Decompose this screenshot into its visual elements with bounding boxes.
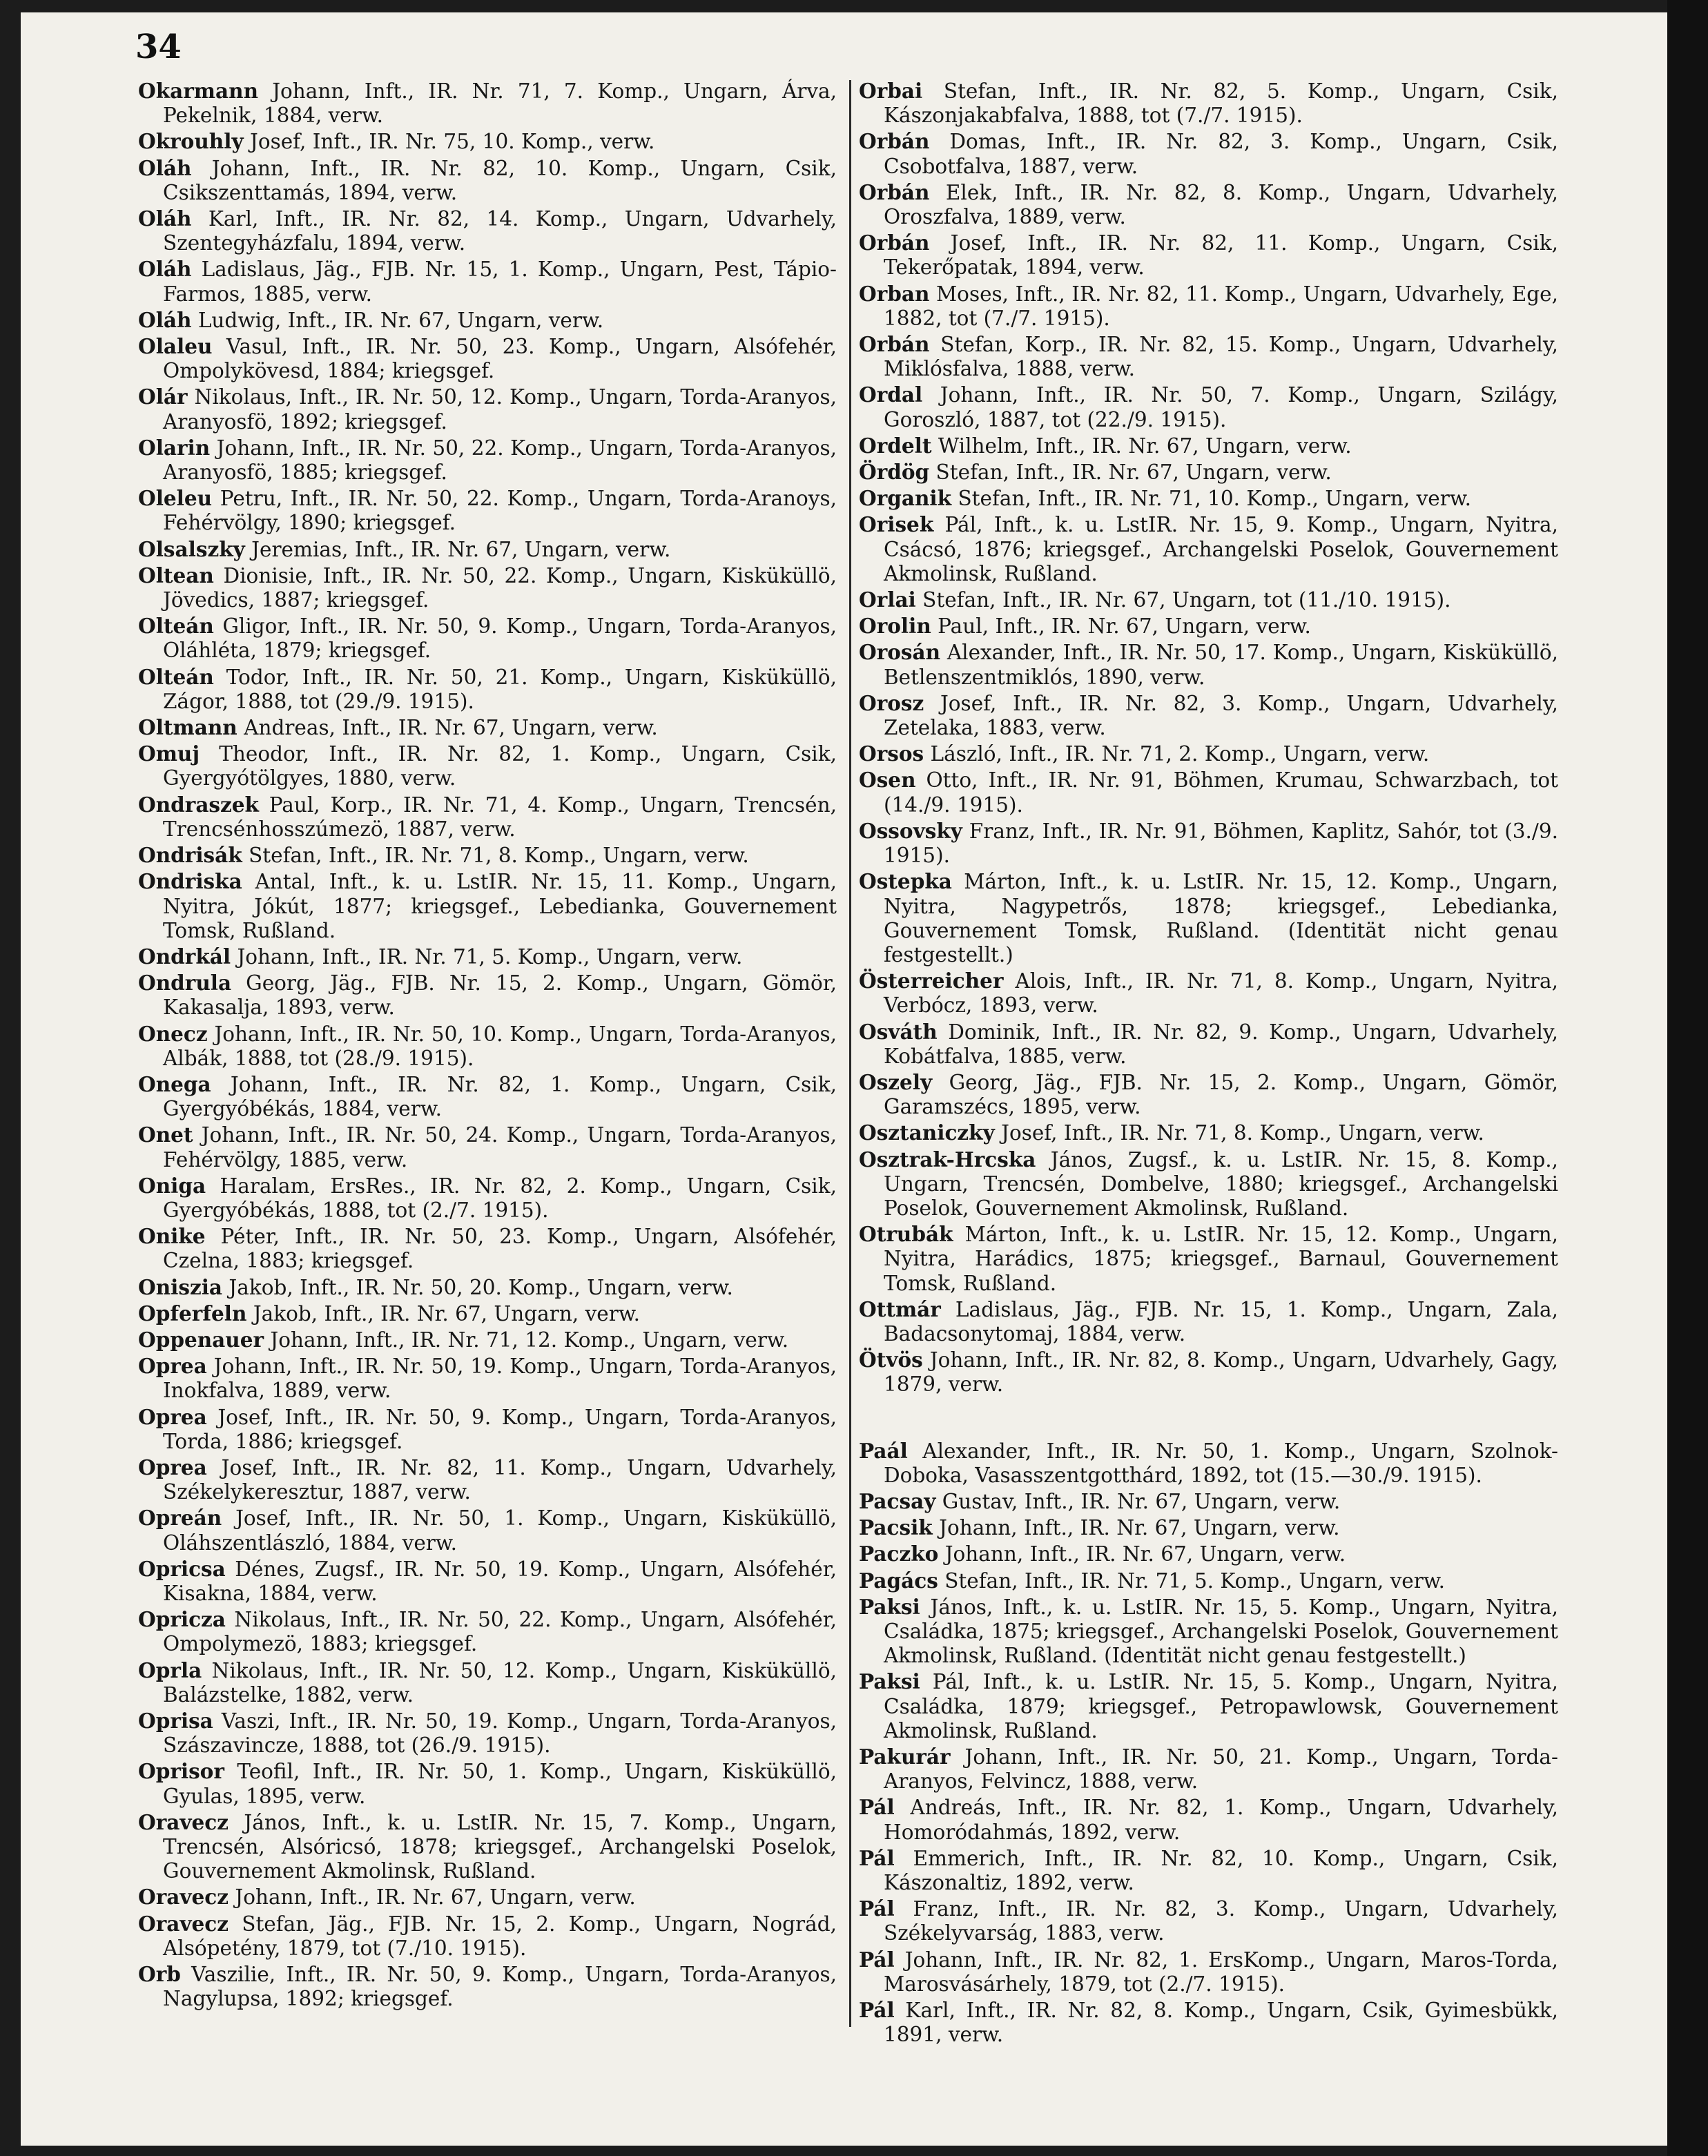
right-column-top-section — [859, 79, 1558, 1397]
entry-surname: Opricza — [138, 1607, 226, 1632]
entry-details: Antal, Inft., k. u. LstIR. Nr. 15, 11. Komp., Ungarn, Nyitra, Jókút, 1877; kriegsgef., Lebedianka, Gouvernement Tomsk, Rußland. — [163, 870, 837, 942]
register-entry — [138, 308, 837, 333]
entry-details: Nikolaus, Inft., IR. Nr. 50, 12. Komp., Ungarn, Torda-Aranyos, Aranyosfö, 1892; kriegsgef. — [163, 385, 837, 434]
section-gap — [859, 1399, 1558, 1439]
register-entry — [138, 1759, 837, 1808]
register-entry — [138, 614, 837, 663]
entry-details: Márton, Inft., k. u. LstIR. Nr. 15, 12. Komp., Ungarn, Nyitra, Nagypetrős, 1878; kriegsgef., Lebedianka, Gouvernement Tomsk, Rußland. (Identität nicht genau festgestellt.) — [884, 870, 1558, 967]
entry-surname: Okarmann — [138, 79, 259, 103]
entry-surname: Ossovsky — [859, 818, 962, 843]
register-entry — [859, 819, 1558, 868]
entry-surname: Oprla — [138, 1658, 202, 1682]
entry-surname: Pacsik — [859, 1515, 933, 1540]
entry-surname: Orlai — [859, 587, 916, 612]
entry-details: Johann, Inft., IR. Nr. 50, 7. Komp., Ungarn, Szilágy, Goroszló, 1887, tot (22./9. 1915). — [884, 383, 1558, 431]
register-entry — [138, 385, 837, 434]
entry-surname: Orb — [138, 1962, 181, 1987]
entry-surname: Olsalszky — [138, 536, 245, 561]
entry-details: Ludwig, Inft., IR. Nr. 67, Ungarn, verw. — [191, 308, 604, 332]
entry-surname: Olteán — [138, 664, 214, 689]
entry-details: Dénes, Zugsf., IR. Nr. 50, 19. Komp., Ungarn, Alsófehér, Kisakna, 1884, verw. — [163, 1557, 837, 1605]
entry-details: Vasul, Inft., IR. Nr. 50, 23. Komp., Ungarn, Alsófehér, Ompolykövesd, 1884; kriegsgef. — [163, 335, 837, 383]
entry-surname: Oprisor — [138, 1759, 224, 1784]
register-entry — [859, 640, 1558, 689]
register-entry — [138, 1607, 837, 1656]
register-entry — [859, 1745, 1558, 1794]
entry-details: Alexander, Inft., IR. Nr. 50, 1. Komp., Ungarn, Szolnok-Doboka, Vasasszentgotthárd, 1892, tot (15.—30./9. 1915). — [884, 1439, 1558, 1487]
entry-details: Petru, Inft., IR. Nr. 50, 22. Komp., Ungarn, Torda-Aranoys, Fehérvölgy, 1890; kriegsgef. — [163, 487, 837, 535]
entry-details: Paul, Inft., IR. Nr. 67, Ungarn, verw. — [931, 614, 1311, 639]
register-entry — [138, 1405, 837, 1454]
entry-details: Josef, Inft., IR. Nr. 50, 1. Komp., Ungarn, Kisküküllö, Oláhszentlászló, 1884, verw. — [163, 1506, 837, 1555]
entry-details: Jakob, Inft., IR. Nr. 50, 20. Komp., Ungarn, verw. — [222, 1275, 733, 1299]
register-entry — [859, 1489, 1558, 1514]
entry-details: Josef, Inft., IR. Nr. 75, 10. Komp., verw. — [243, 130, 655, 154]
entry-surname: Pacsay — [859, 1488, 936, 1513]
register-entry — [138, 1072, 837, 1121]
entry-surname: Onike — [138, 1224, 206, 1249]
register-entry — [859, 231, 1558, 280]
entry-details: Teofil, Inft., IR. Nr. 50, 1. Komp., Ungarn, Kisküküllö, Gyulas, 1895, verw. — [163, 1760, 837, 1808]
entry-surname: Paksi — [859, 1594, 920, 1619]
entry-surname: Orosán — [859, 640, 941, 665]
entry-surname: Oláh — [138, 307, 192, 332]
entry-surname: Orolin — [859, 614, 931, 639]
entry-surname: Pakurár — [859, 1745, 951, 1769]
entry-surname: Oprisa — [138, 1709, 213, 1733]
entry-surname: Oleleu — [138, 486, 213, 511]
register-entry — [138, 1224, 837, 1273]
entry-surname: Oravecz — [138, 1809, 229, 1834]
register-entry — [138, 1912, 837, 1961]
register-entry — [138, 129, 837, 154]
entry-surname: Osztaniczky — [859, 1120, 995, 1145]
entry-surname: Pál — [859, 1896, 895, 1921]
entry-surname: Oláh — [138, 206, 192, 231]
entry-surname: Orsos — [859, 741, 924, 766]
entry-details: Johann, Inft., IR. Nr. 67, Ungarn, verw. — [228, 1885, 636, 1910]
register-entry — [859, 1948, 1558, 1997]
entry-details: Georg, Jäg., FJB. Nr. 15, 2. Komp., Ungarn, Gömör, Kakasalja, 1893, verw. — [163, 971, 837, 1020]
register-entry — [138, 1328, 837, 1352]
register-entry — [859, 1222, 1558, 1296]
register-entry — [859, 282, 1558, 331]
entry-surname: Orbán — [859, 231, 930, 255]
entry-surname: Oprea — [138, 1354, 207, 1379]
register-entry — [859, 1439, 1558, 1488]
entry-details: Gligor, Inft., IR. Nr. 50, 9. Komp., Ungarn, Torda-Aranyos, Oláhléta, 1879; kriegsgef. — [163, 614, 837, 663]
register-entry — [138, 1962, 837, 2011]
entry-surname: Okrouhly — [138, 129, 244, 154]
register-entry — [138, 1658, 837, 1707]
entry-details: Stefan, Inft., IR. Nr. 67, Ungarn, tot (11./10. 1915). — [915, 588, 1451, 612]
left-column — [138, 79, 837, 2012]
entry-details: Johann, Inft., IR. Nr. 71, 7. Komp., Ungarn, Árva, Pekelnik, 1884, verw. — [163, 79, 837, 128]
register-entry — [138, 843, 837, 868]
entry-surname: Pagács — [859, 1568, 938, 1593]
register-entry — [859, 382, 1558, 431]
register-entry — [138, 436, 837, 485]
entry-details: Johann, Inft., IR. Nr. 67, Ungarn, verw. — [932, 1516, 1340, 1540]
entry-details: Péter, Inft., IR. Nr. 50, 23. Komp., Ungarn, Alsófehér, Czelna, 1883; kriegsgef. — [163, 1225, 837, 1273]
entry-surname: Paál — [859, 1438, 908, 1463]
register-entry — [138, 1174, 837, 1223]
page-number: 34 — [135, 28, 182, 66]
register-entry — [859, 1669, 1558, 1743]
entry-details: Otto, Inft., IR. Nr. 91, Böhmen, Krumau, Schwarzbach, tot (14./9. 1915). — [884, 768, 1558, 817]
entry-details: Johann, Inft., IR. Nr. 50, 22. Komp., Ungarn, Torda-Aranyos, Aranyosfö, 1885; kriegsgef. — [163, 436, 837, 485]
register-entry — [138, 334, 837, 383]
entry-details: Andreas, Inft., IR. Nr. 67, Ungarn, verw. — [237, 716, 658, 740]
entry-details: Jakob, Inft., IR. Nr. 67, Ungarn, verw. — [246, 1301, 640, 1325]
entry-surname: Ordelt — [859, 433, 932, 458]
entry-details: Vaszi, Inft., IR. Nr. 50, 19. Komp., Ungarn, Torda-Aranyos, Szászavincze, 1888, tot (26./9. 1915). — [163, 1709, 837, 1758]
register-entry — [859, 1070, 1558, 1119]
entry-surname: Organik — [859, 486, 952, 511]
entry-surname: Oláh — [138, 155, 192, 180]
entry-surname: Oravecz — [138, 1911, 229, 1936]
entry-details: Stefan, Inft., IR. Nr. 67, Ungarn, verw. — [929, 460, 1332, 485]
entry-details: Alexander, Inft., IR. Nr. 50, 17. Komp., Ungarn, Kisküküllö, Betlenszentmiklós, 1890, verw. — [884, 641, 1558, 689]
entry-surname: Orbai — [859, 79, 923, 103]
entry-details: Johann, Inft., IR. Nr. 82, 1. Komp., Ungarn, Csik, Gyergyóbékás, 1884, verw. — [163, 1072, 837, 1121]
entry-surname: Oltmann — [138, 715, 237, 740]
register-entry — [859, 1595, 1558, 1669]
entry-details: Josef, Inft., IR. Nr. 50, 9. Komp., Ungarn, Torda-Aranyos, Torda, 1886; kriegsgef. — [163, 1405, 837, 1453]
register-entry — [859, 614, 1558, 639]
entry-surname: Ottmár — [859, 1296, 941, 1321]
register-entry — [138, 1506, 837, 1555]
entry-details: Elek, Inft., IR. Nr. 82, 8. Komp., Ungarn, Udvarhely, Oroszfalva, 1889, verw. — [884, 180, 1558, 229]
entry-details: Wilhelm, Inft., IR. Nr. 67, Ungarn, verw. — [931, 434, 1352, 458]
entry-details: Johann, Inft., IR. Nr. 50, 10. Komp., Ungarn, Torda-Aranyos, Albák, 1888, tot (28./9. 1915). — [163, 1022, 837, 1070]
entry-surname: Ondrisák — [138, 843, 242, 868]
entry-surname: Ondrula — [138, 971, 232, 996]
entry-details: Nikolaus, Inft., IR. Nr. 50, 12. Komp., Ungarn, Kisküküllö, Balázstelke, 1882, verw. — [163, 1658, 837, 1707]
entry-details: Dominik, Inft., IR. Nr. 82, 9. Komp., Ungarn, Udvarhely, Kobátfalva, 1885, verw. — [884, 1020, 1558, 1068]
entry-surname: Ondraszek — [138, 792, 259, 817]
entry-details: Johann, Inft., IR. Nr. 50, 21. Komp., Ungarn, Torda-Aranyos, Felvincz, 1888, verw. — [884, 1745, 1558, 1794]
entry-surname: Paczko — [859, 1542, 939, 1566]
entry-details: Johann, Inft., IR. Nr. 71, 5. Komp., Ungarn, verw. — [231, 944, 743, 969]
register-entry — [138, 715, 837, 740]
entry-surname: Osztrak-Hrcska — [859, 1147, 1036, 1172]
entry-details: Johann, Inft., IR. Nr. 82, 10. Komp., Ungarn, Csik, Csikszenttamás, 1894, verw. — [163, 156, 837, 204]
register-entry — [859, 460, 1558, 485]
register-entry — [138, 537, 837, 562]
register-entry — [859, 512, 1558, 586]
entry-surname: Otrubák — [859, 1222, 953, 1247]
entry-surname: Oltean — [138, 563, 214, 587]
entry-details: Franz, Inft., IR. Nr. 91, Böhmen, Kaplitz, Sahór, tot (3./9. 1915). — [884, 819, 1558, 868]
entry-surname: Onega — [138, 1071, 211, 1096]
entry-surname: Onet — [138, 1123, 193, 1147]
register-entry — [138, 1455, 837, 1504]
register-entry — [138, 741, 837, 790]
register-entry — [138, 486, 837, 535]
register-entry — [138, 793, 837, 842]
entry-surname: Oniszia — [138, 1274, 223, 1299]
register-entry — [859, 741, 1558, 766]
register-entry — [859, 434, 1558, 458]
entry-surname: Olteán — [138, 614, 214, 639]
register-entry — [138, 1354, 837, 1403]
entry-details: Vaszilie, Inft., IR. Nr. 50, 9. Komp., Ungarn, Torda-Aranyos, Nagylupsa, 1892; kriegsgef. — [163, 1963, 837, 2011]
entry-details: Domas, Inft., IR. Nr. 82, 3. Komp., Ungarn, Csik, Csobotfalva, 1887, verw. — [884, 130, 1558, 178]
right-column-bottom-section — [859, 1439, 1558, 2048]
entry-surname: Opferfeln — [138, 1301, 247, 1325]
register-entry — [859, 1542, 1558, 1566]
register-entry — [859, 1998, 1558, 2047]
entry-details: Johann, Inft., IR. Nr. 50, 24. Komp., Ungarn, Torda-Aranyos, Fehérvölgy, 1885, verw. — [163, 1123, 837, 1172]
right-column — [859, 79, 1558, 2048]
entry-surname: Oprea — [138, 1455, 207, 1479]
entry-details: Gustav, Inft., IR. Nr. 67, Ungarn, verw. — [935, 1489, 1341, 1513]
entry-surname: Orosz — [859, 690, 924, 715]
entry-details: Josef, Inft., IR. Nr. 82, 11. Komp., Ungarn, Udvarhely, Székelykeresztur, 1887, verw. — [163, 1455, 837, 1504]
entry-details: Stefan, Inft., IR. Nr. 71, 5. Komp., Ungarn, verw. — [938, 1569, 1445, 1593]
entry-surname: Omuj — [138, 741, 200, 766]
entry-details: Stefan, Jäg., FJB. Nr. 15, 2. Komp., Ungarn, Nográd, Alsópetény, 1879, tot (7./10. 1915). — [163, 1912, 837, 1960]
entry-details: János, Inft., k. u. LstIR. Nr. 15, 7. Komp., Ungarn, Trencsén, Alsóricsó, 1878; kriegsgef., Archangelski Poselok, Gouvernement Akmolinsk, Rußland. — [163, 1810, 837, 1883]
entry-details: Ladislaus, Jäg., FJB. Nr. 15, 1. Komp., Ungarn, Pest, Tápio-Farmos, 1885, verw. — [163, 258, 837, 306]
register-entry — [138, 1301, 837, 1326]
register-entry — [138, 1885, 837, 1910]
register-entry — [138, 79, 837, 128]
entry-details: Todor, Inft., IR. Nr. 50, 21. Komp., Ungarn, Kisküküllö, Zágor, 1888, tot (29./9. 1915). — [163, 665, 837, 713]
entry-surname: Ordal — [859, 382, 923, 407]
entry-surname: Opreán — [138, 1506, 222, 1531]
register-entry — [138, 563, 837, 612]
entry-surname: Pál — [859, 1795, 895, 1820]
register-entry — [859, 1020, 1558, 1069]
entry-surname: Ondriska — [138, 869, 242, 894]
register-entry — [859, 1795, 1558, 1844]
entry-details: Josef, Inft., IR. Nr. 82, 11. Komp., Ungarn, Csik, Tekerőpatak, 1894, verw. — [884, 231, 1558, 280]
register-entry — [859, 768, 1558, 817]
entry-surname: Österreicher — [859, 969, 1004, 993]
entry-surname: Olár — [138, 385, 188, 409]
register-entry — [859, 129, 1558, 178]
register-entry — [138, 944, 837, 969]
entry-surname: Olarin — [138, 435, 211, 460]
register-entry — [859, 1120, 1558, 1145]
register-entry — [859, 486, 1558, 511]
register-entry — [138, 869, 837, 943]
entry-details: Johann, Inft., IR. Nr. 67, Ungarn, verw. — [938, 1542, 1346, 1566]
column-divider — [849, 80, 851, 2027]
entry-surname: Ostepka — [859, 869, 952, 894]
register-entry — [138, 156, 837, 205]
entry-details: János, Inft., k. u. LstIR. Nr. 15, 5. Komp., Ungarn, Nyitra, Családka, 1875; kriegsgef., Archangelski Poselok, Gouvernement Akmolinsk, Rußland. (Identität nicht genau festgestellt.) — [884, 1595, 1558, 1668]
entry-surname: Olaleu — [138, 334, 213, 359]
entry-details: Pál, Inft., k. u. LstIR. Nr. 15, 5. Komp., Ungarn, Nyitra, Családka, 1879; kriegsgef., Petropawlowsk, Gouvernement Akmolinsk, Rußland. — [884, 1670, 1558, 1742]
register-entry — [138, 1810, 837, 1884]
register-entry — [138, 206, 837, 255]
entry-details: Andreás, Inft., IR. Nr. 82, 1. Komp., Ungarn, Udvarhely, Homoródahmás, 1892, verw. — [884, 1796, 1558, 1844]
register-entry — [138, 1022, 837, 1071]
entry-details: Johann, Inft., IR. Nr. 82, 1. ErsKomp., Ungarn, Maros-Torda, Marosvásárhely, 1879, tot (2./7. 1915). — [884, 1948, 1558, 1996]
register-entry — [138, 1557, 837, 1606]
register-entry — [859, 1348, 1558, 1397]
entry-surname: Orisek — [859, 512, 934, 537]
entry-surname: Oppenauer — [138, 1327, 264, 1352]
entry-surname: Oláh — [138, 257, 192, 282]
register-entry — [859, 1147, 1558, 1221]
entry-details: Alois, Inft., IR. Nr. 71, 8. Komp., Ungarn, Nyitra, Verbócz, 1893, verw. — [884, 969, 1558, 1018]
entry-surname: Oprea — [138, 1404, 207, 1429]
entry-surname: Pál — [859, 1845, 895, 1870]
entry-details: Emmerich, Inft., IR. Nr. 82, 10. Komp., Ungarn, Csik, Kászonaltiz, 1892, verw. — [884, 1846, 1558, 1895]
entry-details: Josef, Inft., IR. Nr. 71, 8. Komp., Ungarn, verw. — [994, 1121, 1484, 1145]
entry-details: Georg, Jäg., FJB. Nr. 15, 2. Komp., Ungarn, Gömör, Garamszécs, 1895, verw. — [884, 1070, 1558, 1119]
register-entry — [138, 971, 837, 1020]
register-entry — [859, 1297, 1558, 1346]
entry-details: Johann, Inft., IR. Nr. 71, 12. Komp., Ungarn, verw. — [264, 1328, 789, 1352]
register-entry — [138, 665, 837, 714]
entry-details: János, Zugsf., k. u. LstIR. Nr. 15, 8. Komp., Ungarn, Trencsén, Dombelve, 1880; kriegsgef., Archangelski Poselok, Gouvernement Akmolinsk, Rußland. — [884, 1147, 1558, 1220]
register-entry — [859, 1846, 1558, 1895]
entry-surname: Ondrkál — [138, 944, 231, 969]
entry-details: Ladislaus, Jäg., FJB. Nr. 15, 1. Komp., Ungarn, Zala, Badacsonytomaj, 1884, verw. — [884, 1297, 1558, 1346]
entry-details: Karl, Inft., IR. Nr. 82, 8. Komp., Ungarn, Csik, Gyimesbükk, 1891, verw. — [884, 1999, 1558, 2047]
entry-details: Josef, Inft., IR. Nr. 82, 3. Komp., Ungarn, Udvarhely, Zetelaka, 1883, verw. — [884, 691, 1558, 740]
entry-surname: Oravecz — [138, 1885, 229, 1910]
entry-surname: Orbán — [859, 332, 930, 357]
register-entry — [859, 79, 1558, 128]
register-entry — [859, 1896, 1558, 1945]
entry-details: Stefan, Inft., IR. Nr. 82, 5. Komp., Ungarn, Csik, Kászonjakabfalva, 1888, tot (7./7. 1915). — [884, 79, 1558, 128]
entry-surname: Ötvös — [859, 1348, 923, 1372]
entry-details: Pál, Inft., k. u. LstIR. Nr. 15, 9. Komp., Ungarn, Nyitra, Csácsó, 1876; kriegsgef., Archangelski Poselok, Gouvernement Akmolinsk, Rußland. — [884, 513, 1558, 585]
entry-details: Nikolaus, Inft., IR. Nr. 50, 22. Komp., Ungarn, Alsófehér, Ompolymezö, 1883; kriegsgef. — [163, 1608, 837, 1656]
entry-details: Moses, Inft., IR. Nr. 82, 11. Komp., Ungarn, Udvarhely, Ege, 1882, tot (7./7. 1915). — [884, 282, 1558, 330]
entry-surname: Onecz — [138, 1021, 208, 1046]
register-entry — [859, 180, 1558, 229]
entry-details: Johann, Inft., IR. Nr. 82, 8. Komp., Ungarn, Udvarhely, Gagy, 1879, verw. — [884, 1348, 1558, 1397]
entry-details: Stefan, Korp., IR. Nr. 82, 15. Komp., Ungarn, Udvarhely, Miklósfalva, 1888, verw. — [884, 333, 1558, 381]
entry-details: Dionisie, Inft., IR. Nr. 50, 22. Komp., Ungarn, Kisküküllö, Jövedics, 1887; kriegsgef. — [163, 563, 837, 612]
entry-details: Johann, Inft., IR. Nr. 50, 19. Komp., Ungarn, Torda-Aranyos, Inokfalva, 1889, verw. — [163, 1354, 837, 1403]
entry-details: Theodor, Inft., IR. Nr. 82, 1. Komp., Ungarn, Csik, Gyergyótölgyes, 1880, verw. — [163, 742, 837, 790]
entry-surname: Osen — [859, 768, 916, 793]
register-entry — [859, 691, 1558, 740]
entry-details: Karl, Inft., IR. Nr. 82, 14. Komp., Ungarn, Udvarhely, Szentegyházfalu, 1894, verw. — [163, 207, 837, 255]
scan-border — [1667, 0, 1708, 2156]
entry-details: Haralam, ErsRes., IR. Nr. 82, 2. Komp., Ungarn, Csik, Gyergyóbékás, 1888, tot (2./7. 1915). — [163, 1174, 837, 1222]
entry-surname: Osváth — [859, 1019, 938, 1044]
entry-surname: Opricsa — [138, 1556, 226, 1581]
register-entry — [138, 1275, 837, 1300]
entry-details: Paul, Korp., IR. Nr. 71, 4. Komp., Ungarn, Trencsén, Trencsénhosszúmezö, 1887, verw. — [163, 793, 837, 841]
entry-surname: Paksi — [859, 1669, 920, 1694]
register-entry — [138, 1709, 837, 1758]
entry-surname: Pál — [859, 1947, 895, 1972]
register-entry — [859, 587, 1558, 612]
entry-surname: Oniga — [138, 1173, 206, 1198]
entry-details: László, Inft., IR. Nr. 71, 2. Komp., Ungarn, verw. — [924, 742, 1430, 766]
entry-surname: Orban — [859, 281, 930, 306]
register-entry — [859, 332, 1558, 381]
register-entry — [859, 869, 1558, 967]
entry-details: Márton, Inft., k. u. LstIR. Nr. 15, 12. Komp., Ungarn, Nyitra, Harádics, 1875; kriegsgef., Barnaul, Gouvernement Tomsk, Rußland. — [884, 1223, 1558, 1295]
entry-details: Franz, Inft., IR. Nr. 82, 3. Komp., Ungarn, Udvarhely, Székelyvarság, 1883, verw. — [884, 1897, 1558, 1945]
register-entry — [859, 1569, 1558, 1593]
entry-details: Jeremias, Inft., IR. Nr. 67, Ungarn, verw. — [244, 537, 671, 561]
register-entry — [138, 257, 837, 306]
entry-surname: Oszely — [859, 1069, 933, 1094]
entry-surname: Ördög — [859, 460, 930, 485]
entry-surname: Orbán — [859, 129, 930, 154]
register-entry — [859, 969, 1558, 1018]
register-entry — [859, 1515, 1558, 1540]
entry-details: Stefan, Inft., IR. Nr. 71, 10. Komp., Ungarn, verw. — [951, 487, 1471, 511]
entry-details: Stefan, Inft., IR. Nr. 71, 8. Komp., Ungarn, verw. — [242, 844, 749, 868]
entry-surname: Pál — [859, 1998, 895, 2023]
register-entry — [138, 1123, 837, 1172]
entry-surname: Orbán — [859, 179, 930, 204]
